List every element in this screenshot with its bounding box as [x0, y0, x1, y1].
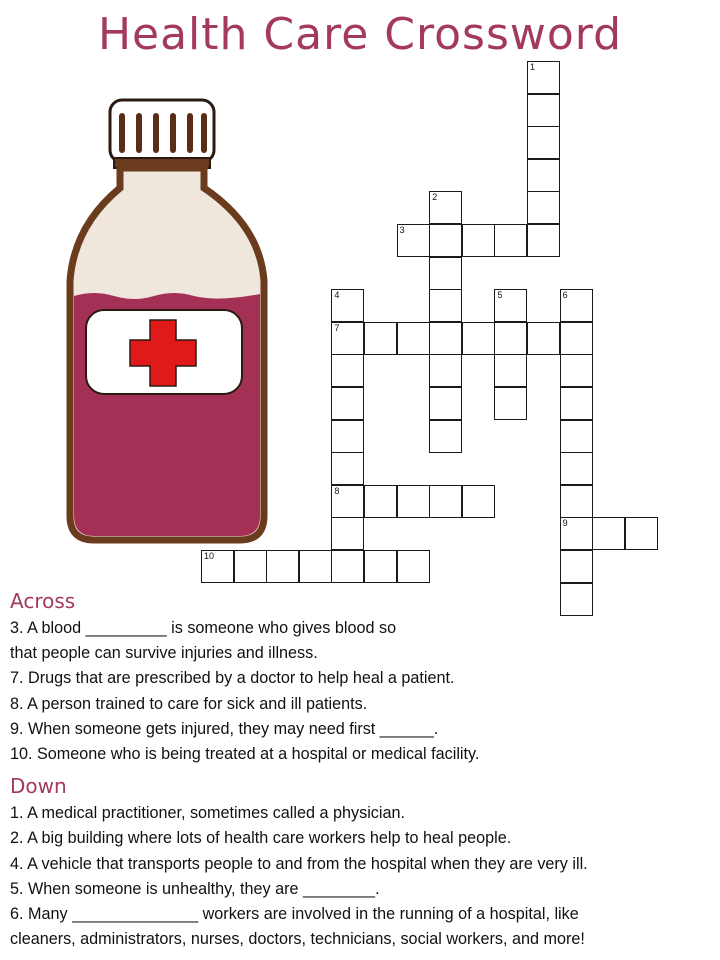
crossword-cell[interactable] — [560, 387, 593, 420]
crossword-cell[interactable] — [364, 550, 397, 583]
crossword-cell[interactable] — [560, 354, 593, 387]
clue-down-6: 6. Many ______________ workers are involved in the running of a hospital, like — [10, 905, 579, 924]
page-title: Health Care Crossword — [97, 9, 623, 60]
crossword-cell[interactable] — [494, 289, 527, 322]
crossword-cell[interactable] — [331, 420, 364, 453]
crossword-cell[interactable] — [560, 322, 593, 355]
clue-number: 10 — [204, 551, 215, 561]
crossword-cell[interactable] — [397, 550, 430, 583]
crossword-cell[interactable] — [429, 322, 462, 355]
crossword-cell[interactable] — [560, 517, 593, 550]
crossword-cell[interactable] — [331, 289, 364, 322]
clue-across-8: 8. A person trained to care for sick and ill patients. — [10, 694, 368, 713]
clue-across-3: 3. A blood _________ is someone who gives blood so — [10, 619, 397, 637]
crossword-cell[interactable] — [429, 485, 462, 518]
crossword-cell[interactable] — [331, 322, 364, 355]
clue-number: 1 — [530, 62, 536, 72]
crossword-cell[interactable] — [527, 159, 560, 192]
crossword-cell[interactable] — [527, 322, 560, 355]
crossword-cell[interactable] — [462, 322, 495, 355]
clue-across-10: 10. Someone who is being treated at a hospital or medical facility. — [10, 745, 480, 764]
clue-number: 9 — [562, 518, 568, 529]
crossword-cell[interactable] — [331, 517, 364, 550]
clue-number: 2 — [432, 192, 438, 203]
clue-down-4: 4. A vehicle that transports people to and from the hospital when they are very ill. — [10, 854, 588, 873]
crossword-cell[interactable] — [331, 452, 364, 485]
clues-section — [10, 586, 710, 952]
crossword-cell[interactable] — [560, 550, 593, 583]
bottle-cap — [110, 100, 214, 162]
crossword-cell[interactable] — [429, 387, 462, 420]
crossword-cell[interactable] — [429, 289, 462, 322]
crossword-cell[interactable] — [299, 550, 332, 583]
medicine-bottle-icon — [54, 96, 278, 546]
crossword-cell[interactable] — [527, 61, 560, 94]
crossword-cell[interactable] — [527, 191, 560, 224]
crossword-cell[interactable] — [397, 485, 430, 518]
crossword-cell[interactable] — [234, 550, 267, 583]
crossword-cell[interactable] — [462, 224, 495, 257]
crossword-cell[interactable] — [331, 354, 364, 387]
crossword-cell[interactable] — [364, 485, 397, 518]
crossword-cell[interactable] — [560, 485, 593, 518]
clue-number: 5 — [497, 290, 503, 301]
crossword-cell[interactable] — [527, 126, 560, 159]
crossword-cell[interactable] — [397, 322, 430, 355]
crossword-cell[interactable] — [462, 485, 495, 518]
down-heading: Down — [10, 774, 67, 799]
crossword-cell[interactable] — [494, 354, 527, 387]
crossword-cell[interactable] — [494, 224, 527, 257]
clue-down-5: 5. When someone is unhealthy, they are ________. — [10, 879, 380, 898]
clue-number: 7 — [334, 322, 340, 333]
crossword-cell[interactable] — [494, 387, 527, 420]
crossword-cell[interactable] — [429, 191, 462, 224]
clue-down-6-continued: cleaners, administrators, nurses, doctors, technicians, social workers, and more! — [10, 930, 585, 949]
clue-number: 3 — [399, 225, 405, 235]
clue-number: 8 — [334, 485, 340, 496]
crossword-cell[interactable] — [560, 452, 593, 485]
crossword-cell[interactable] — [592, 517, 625, 550]
across-heading: Across — [10, 589, 76, 613]
crossword-cell[interactable] — [364, 322, 397, 355]
crossword-cell[interactable] — [397, 224, 430, 257]
crossword-cell[interactable] — [331, 485, 364, 518]
crossword-cell[interactable] — [560, 289, 593, 322]
crossword-cell[interactable] — [429, 224, 462, 257]
clue-number: 4 — [334, 290, 340, 301]
clue-across-3-continued: that people can survive injuries and illness. — [10, 644, 318, 663]
crossword-cell[interactable] — [560, 420, 593, 453]
clue-across-7: 7. Drugs that are prescribed by a doctor to help heal a patient. — [10, 669, 455, 688]
crossword-cell[interactable] — [429, 420, 462, 453]
crossword-cell[interactable] — [201, 550, 234, 583]
crossword-cell[interactable] — [625, 517, 658, 550]
crossword-cell[interactable] — [266, 550, 299, 583]
clue-down-2: 2. A big building where lots of health care workers help to heal people. — [10, 829, 512, 848]
crossword-cell[interactable] — [331, 550, 364, 583]
crossword-cell[interactable] — [527, 94, 560, 127]
clue-number: 6 — [562, 290, 568, 301]
crossword-cell[interactable] — [331, 387, 364, 420]
clue-down-1: 1. A medical practitioner, sometimes called a physician. — [10, 804, 405, 823]
crossword-cell[interactable] — [429, 257, 462, 290]
clue-across-9: 9. When someone gets injured, they may need first ______. — [10, 719, 439, 738]
crossword-cell[interactable] — [527, 224, 560, 257]
crossword-cell[interactable] — [429, 354, 462, 387]
crossword-cell[interactable] — [494, 322, 527, 355]
